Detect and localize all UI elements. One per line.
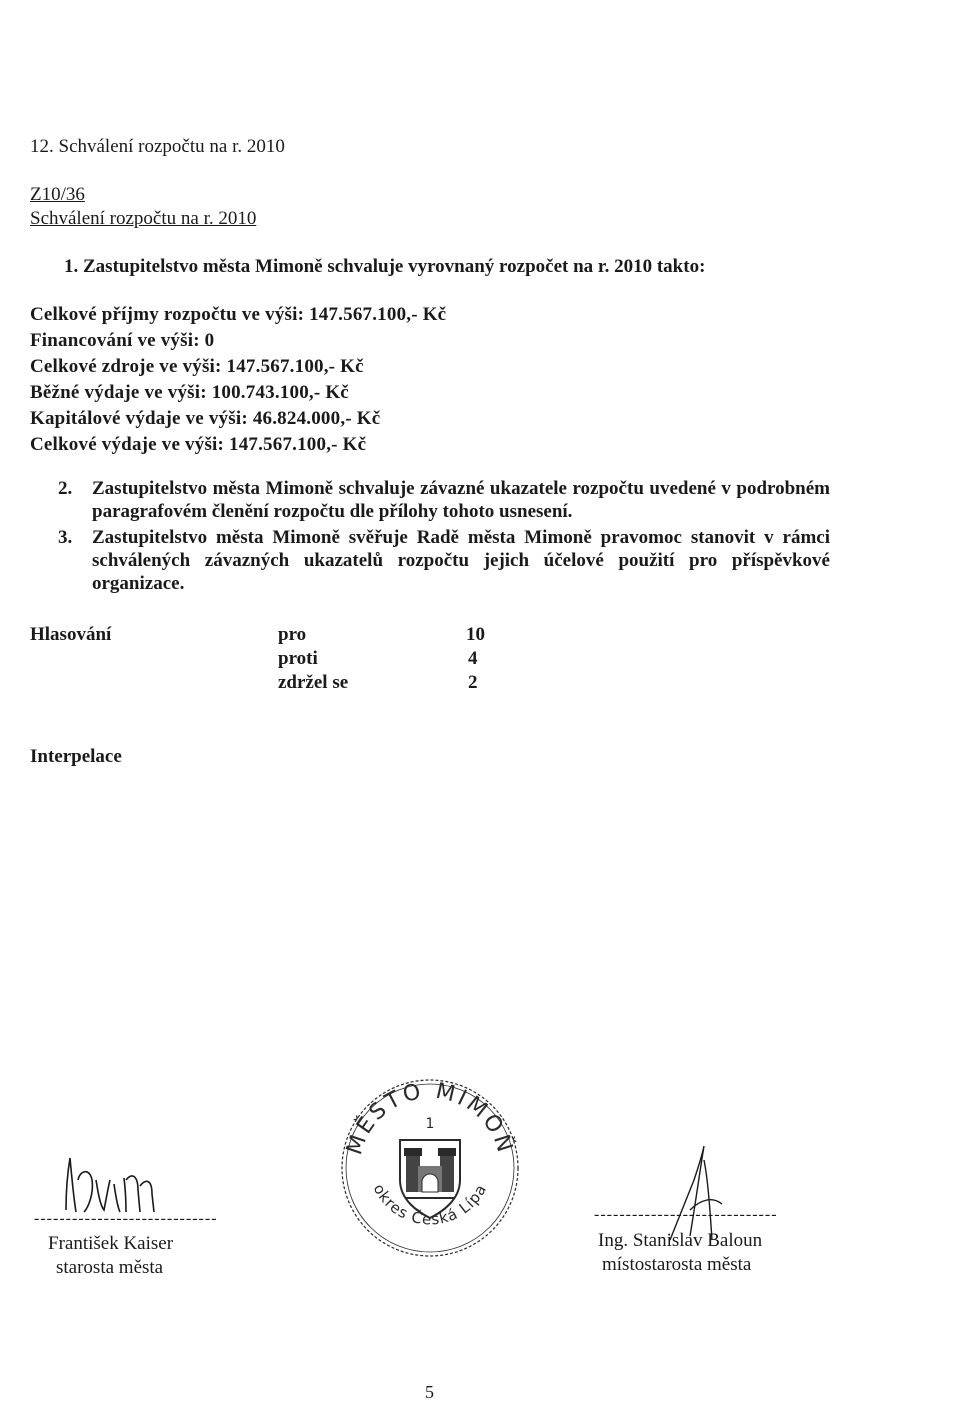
resolution-id: Z10/36 [30,184,85,205]
city-seal-stamp [330,1068,520,1258]
signer-right-role: místostarosta města [602,1254,752,1275]
interpelace-heading: Interpelace [30,746,122,767]
vote-proti-value: 4 [468,648,478,669]
voting-label: Hlasování [30,624,112,645]
vote-abstain-label: zdržel se [278,672,349,693]
finance-current-expenses: Běžné výdaje ve výši: 100.743.100,- Kč [30,382,349,403]
signature-line-right: ----------------------------- [594,1206,778,1223]
point-2-text: Zastupitelstvo města Mimoně schvaluje závazné ukazatele rozpočtu uvedené v podrobném paragrafovém členění rozpočtu dle přílohy tohoto usnesení. [92,478,830,522]
finance-total-expenses: Celkové výdaje ve výši: 147.567.100,- Kč [30,434,367,455]
point-3 [58,526,830,595]
vote-abstain-value: 2 [468,672,478,693]
finance-capital-expenses: Kapitálové výdaje ve výši: 46.824.000,- Kč [30,408,381,429]
vote-pro-value: 10 [466,624,485,645]
point-3-text: Zastupitelstvo města Mimoně svěřuje Radě města Mimoně pravomoc stanovit v rámci schválených závazných ukazatelů rozpočtu jejich účelové použití pro příspěvkové organizace. [92,527,830,594]
point-2-number: 2. [58,478,73,499]
finance-total-income: Celkové příjmy rozpočtu ve výši: 147.567.100,- Kč [30,304,447,325]
finance-financing: Financování ve výši: 0 [30,330,215,351]
signer-right-name: Ing. Stanislav Baloun [598,1230,763,1251]
point-2 [58,477,830,523]
point-3-number: 3. [58,527,73,548]
stamp-bottom-text: okres Česká Lípa [369,1180,491,1229]
vote-proti-label: proti [278,648,318,669]
stamp-top-text: MĚSTO MIMOŇ [342,1078,518,1158]
page-number: 5 [425,1382,434,1402]
stamp-number: 1 [425,1116,435,1132]
signature-line-left: ----------------------------- [34,1210,218,1227]
section-heading: 12. Schválení rozpočtu na r. 2010 [30,136,285,157]
signer-left-role: starosta města [56,1257,164,1278]
signer-left-name: František Kaiser [48,1233,174,1254]
vote-pro-label: pro [278,624,307,645]
point-1: 1. Zastupitelstvo města Mimoně schvaluje vyrovnaný rozpočet na r. 2010 takto: [64,256,706,277]
resolution-title: Schválení rozpočtu na r. 2010 [30,208,257,229]
finance-total-resources: Celkové zdroje ve výši: 147.567.100,- Kč [30,356,364,377]
